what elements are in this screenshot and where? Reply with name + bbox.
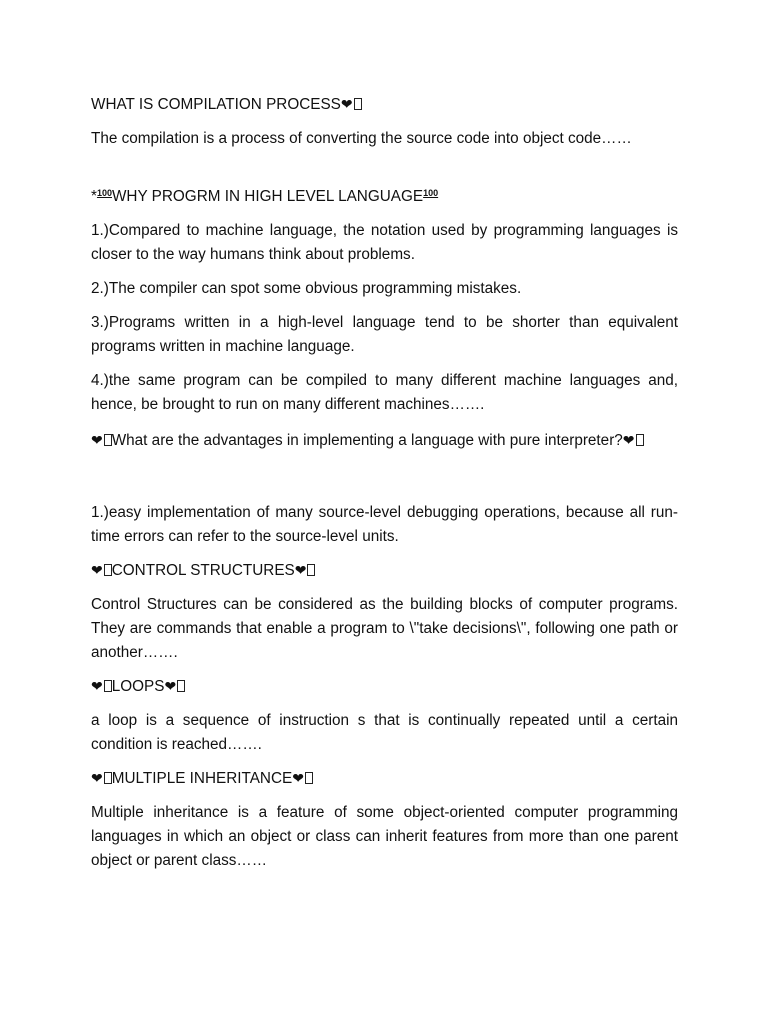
inheritance-text: Multiple inheritance is a feature of some object-oriented computer programming languages in which an object or class can inherit features from more than one parent object or parent class…… [91, 804, 678, 869]
high-level-heading-prefix: * [91, 188, 97, 205]
missing-glyph-icon [104, 772, 112, 784]
inheritance-heading [91, 767, 678, 791]
heart-icon: ❤ [91, 433, 103, 449]
reason-3: 3.)Programs written in a high-level language tend to be shorter than equivalent programs written in machine language. [91, 314, 678, 355]
control-heading-text: CONTROL STRUCTURES [111, 562, 295, 579]
heart-icon: ❤ [91, 679, 103, 695]
heart-icon: ❤ [294, 563, 307, 579]
missing-glyph-icon [104, 680, 112, 692]
reason-2: 2.)The compiler can spot some obvious programming mistakes. [91, 280, 522, 297]
high-level-heading [91, 185, 678, 209]
compilation-heading [91, 93, 678, 117]
loops-text: a loop is a sequence of instruction s that is continually repeated until a certain condition is reached……. [91, 712, 678, 753]
inheritance-heading-text: MULTIPLE INHERITANCE [111, 770, 293, 787]
compilation-text: The compilation is a process of converting the source code into object code…… [91, 130, 632, 147]
missing-glyph-icon [307, 564, 315, 576]
missing-glyph-icon [354, 98, 362, 110]
loops-heading-text: LOOPS [111, 678, 165, 695]
missing-glyph-icon [305, 772, 313, 784]
missing-glyph-icon [636, 434, 644, 446]
document-content [91, 93, 678, 873]
hundred-points-icon: 100 [96, 188, 112, 198]
hundred-points-icon: 100 [423, 188, 439, 198]
compilation-heading-text: WHAT IS COMPILATION PROCESS [91, 96, 341, 113]
loops-heading [91, 675, 678, 699]
heart-icon: ❤ [292, 771, 304, 787]
control-text: Control Structures can be considered as the building blocks of computer programs. They are commands that enable a program to \"take decisions\", following one path or another……. [91, 596, 678, 661]
high-level-heading-text: WHY PROGRM IN HIGH LEVEL LANGUAGE [111, 188, 424, 205]
reason-1: 1.)Compared to machine language, the notation used by programming languages is closer to the way humans think about problems. [91, 222, 678, 263]
missing-glyph-icon [104, 564, 112, 576]
control-heading [91, 559, 678, 583]
heart-icon: ❤ [340, 97, 353, 113]
missing-glyph-icon [177, 680, 185, 692]
interpreter-question [91, 429, 678, 453]
interpreter-question-text: What are the advantages in implementing a language with pure interpreter? [111, 432, 623, 449]
heart-icon: ❤ [622, 433, 635, 449]
missing-glyph-icon [104, 434, 112, 446]
reason-4: 4.)the same program can be compiled to many different machine languages and, hence, be brought to run on many different machines……. [91, 372, 678, 413]
interpreter-answer-1: 1.)easy implementation of many source-level debugging operations, because all run-time errors can refer to the source-level units. [91, 504, 678, 545]
heart-icon: ❤ [164, 679, 177, 695]
heart-icon: ❤ [91, 563, 103, 579]
heart-icon: ❤ [91, 771, 103, 787]
